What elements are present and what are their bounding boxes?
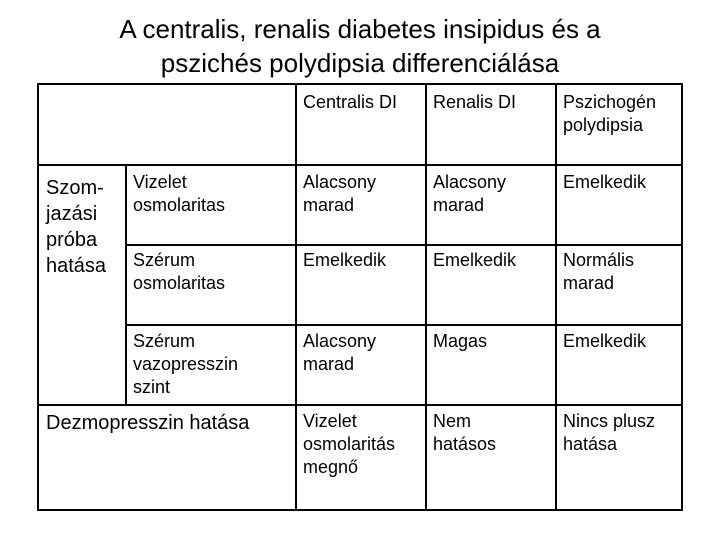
cell-renalis — [433, 171, 506, 217]
row-divider — [125, 324, 681, 326]
desmo-centralis — [303, 410, 395, 479]
cell-centralis — [303, 171, 376, 217]
title-line-2: pszichés polydipsia differenciálása — [160, 48, 560, 78]
cell-line-2: marad — [563, 273, 615, 293]
cell-line-1: Alacsony — [433, 172, 507, 192]
cell-line-1: Alacsony — [303, 172, 377, 192]
header-pszichogen-line-1: Pszichogén — [563, 92, 657, 112]
cell-line-1: Emelkedik — [303, 250, 387, 270]
cell-line-1: Nincs plusz — [563, 411, 656, 431]
cell-line-3: megnő — [303, 457, 359, 477]
cell-line-2: osmolaritás — [303, 434, 396, 454]
cell-renalis — [433, 330, 487, 353]
cell-pszichogen — [563, 249, 634, 295]
row-label-line-2: osmolaritas — [133, 195, 226, 215]
cell-line-2: marad — [303, 195, 355, 215]
column-divider — [125, 164, 127, 404]
cell-pszichogen — [563, 171, 646, 194]
cell-line-1: Nem — [433, 411, 472, 431]
cell-line-1: Alacsony — [303, 331, 377, 351]
cell-line-2: hatásos — [433, 434, 497, 454]
cell-line-1: Magas — [433, 331, 488, 351]
group-label-line-3: próba — [46, 229, 98, 251]
cell-line-1: Emelkedik — [433, 250, 517, 270]
row-label — [133, 171, 225, 217]
title-line-1: A centralis, renalis diabetes insipidus és a — [119, 14, 601, 44]
column-divider — [295, 85, 297, 509]
column-divider — [555, 85, 557, 509]
desmo-pszichogen — [563, 410, 655, 456]
cell-line-1: Emelkedik — [563, 331, 647, 351]
comparison-table — [37, 83, 683, 511]
row-label-line-2: vazopresszin — [133, 354, 239, 374]
row-label-line-1: Szérum — [133, 331, 196, 351]
cell-line-1: Normális — [563, 250, 635, 270]
group-label-line-2: jazási — [46, 203, 98, 225]
header-renalis: Renalis DI — [433, 92, 517, 112]
desmo-renalis — [433, 410, 496, 456]
row-divider — [39, 164, 681, 166]
row-divider — [125, 244, 681, 246]
row-label-line-1: Vizelet — [133, 172, 187, 192]
row-label-line-1: Szérum — [133, 250, 196, 270]
cell-pszichogen — [563, 330, 646, 353]
row-label-line-3: szint — [133, 377, 171, 397]
row-label — [133, 249, 225, 295]
cell-line-2: marad — [433, 195, 485, 215]
cell-line-1: Emelkedik — [563, 172, 647, 192]
header-pszichogen — [563, 91, 656, 137]
row-label-line-2: osmolaritas — [133, 273, 226, 293]
page-title — [0, 12, 720, 80]
cell-centralis — [303, 249, 386, 272]
desmo-label: Dezmopresszin hatása — [46, 412, 250, 434]
header-centralis: Centralis DI — [303, 92, 398, 112]
header-pszichogen-line-2: polydipsia — [563, 115, 644, 135]
group-label-line-1: Szom- — [46, 177, 104, 199]
group-label — [46, 175, 106, 279]
column-divider — [425, 85, 427, 509]
row-divider — [39, 404, 681, 406]
group-label-line-4: hatása — [46, 255, 107, 277]
cell-line-1: Vizelet — [303, 411, 357, 431]
cell-centralis — [303, 330, 376, 376]
cell-line-2: hatása — [563, 434, 618, 454]
cell-line-2: marad — [303, 354, 355, 374]
row-label — [133, 330, 238, 399]
cell-renalis — [433, 249, 516, 272]
